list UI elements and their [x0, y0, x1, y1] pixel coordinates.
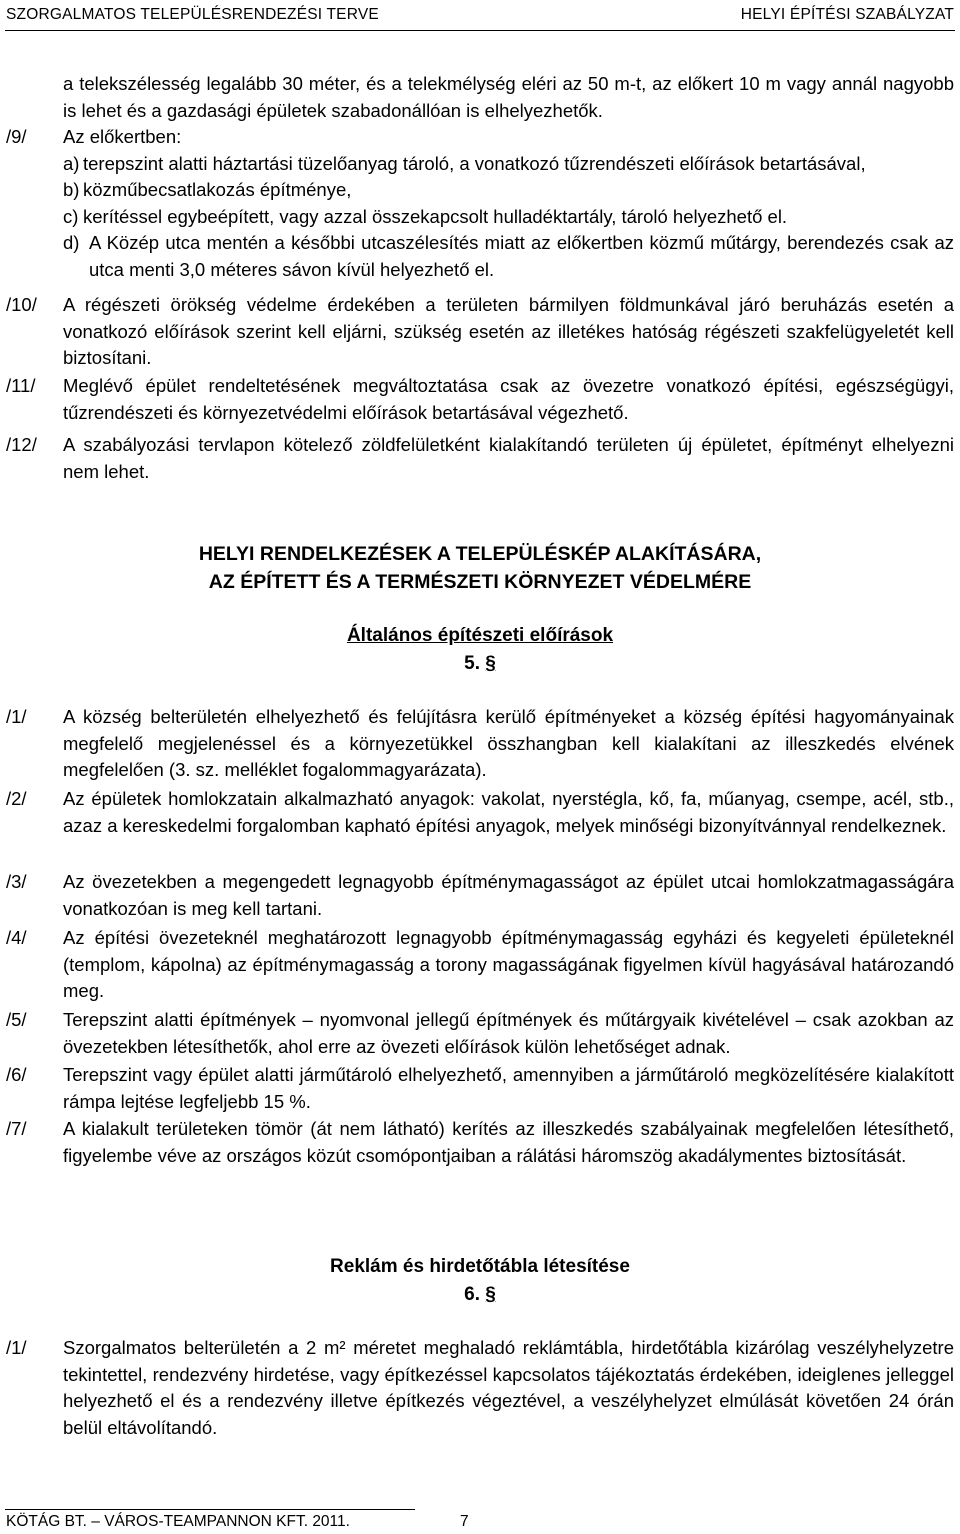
list-item — [63, 230, 954, 283]
section-symbol: § — [485, 653, 496, 674]
paragraph-text: Szorgalmatos belterületén a 2 m² méretet meghaladó reklámtábla, hirdetőtábla kizárólag veszélyhelyzetre tekintettel, rendezvény hirdetése, vagy építkezéssel kapcsolatos tájékoztatás érdekében, ideiglenes jelleggel helyezhető el és a rendezvény illetve építkezés végeztével, a veszélyhelyzet elmúlását követően 24 órán belül eltávolítandó. — [63, 1337, 954, 1438]
paragraph-text: A község belterületén elhelyezhető és felújításra kerülő építményeket a község építési hagyományainak megfelelő megjelenéssel és a környezetükkel összhangban kell kialakítani az illeszkedés elvének megfelelően (3. sz. melléklet fogalommagyarázata). — [63, 706, 954, 780]
section-5-paragraph-7 — [6, 1116, 954, 1169]
main-heading-line: HELYI RENDELKEZÉSEK A TELEPÜLÉSKÉP ALAKÍTÁSÁRA, — [198, 543, 762, 565]
paragraph-text: A szabályozási tervlapon kötelező zöldfelületként kialakítandó területen új épületet, építményt elhelyezni nem lehet. — [63, 434, 954, 482]
paragraph-text: Meglévő épület rendeltetésének megváltoztatása csak az övezetre vonatkozó építési, egészségügyi, tűzrendészeti és környezetvédelmi előírások betartásával végezhető. — [63, 375, 954, 423]
section-number-value: 5. — [464, 653, 480, 674]
section-5-paragraph-4 — [6, 925, 954, 1005]
intro-paragraph — [6, 71, 954, 124]
header-title-left: SZORGALMATOS TELEPÜLÉSRENDEZÉSI TERVE — [6, 6, 379, 23]
paragraph-text: Az épületek homlokzatain alkalmazható anyagok: vakolat, nyerstégla, kő, fa, műanyag, csempe, acél, stb., azaz a kereskedelmi forgalomban kapható építési anyagok, melyek minőségi bizonyítvánnyal rendelkeznek. — [63, 788, 954, 836]
paragraph-text: Az építési övezeteknél meghatározott legnagyobb építménymagasság egyházi és kegyeleti épületeknél (templom, kápolna) az építménymagasság a torony magasságának figyelmen kívül hagyásával határozandó meg. — [63, 927, 954, 1001]
list-marker: d) — [63, 232, 80, 253]
header-title-right: HELYI ÉPÍTÉSI SZABÁLYZAT — [740, 6, 954, 23]
list-marker: c) — [63, 205, 79, 227]
paragraph-text: A régészeti örökség védelme érdekében a területen bármilyen földmunkával járó beruházás esetén a vonatkozó előírások szerint kell eljárni, szükség esetén az illetékes hatóság régészeti szakfelügyeletét kell biztosítani. — [63, 294, 954, 368]
paragraph-10 — [6, 292, 954, 372]
paragraph-number: /1/ — [6, 1337, 27, 1358]
paragraph-12 — [6, 432, 954, 485]
paragraph-number: /9/ — [6, 126, 27, 147]
footer-divider — [5, 1509, 415, 1510]
paragraph-text: A kialakult területeken tömör (át nem látható) kerítés az illeszkedés szabályainak megfelelően létesíthető, figyelembe véve az országos közút csomópontjaiban a rálátási háromszög akadálymentes biztosítását. — [63, 1118, 954, 1166]
intro-text: a telekszélesség legalább 30 méter, és a telekmélység eléri az 50 m-t, az előkert 10 m vagy annál nagyobb is lehet és a gazdasági épületek szabadonállóan is elhelyezhetők. — [63, 73, 954, 121]
page-footer — [6, 1513, 469, 1531]
paragraph-number: /6/ — [6, 1064, 27, 1085]
list-item — [63, 177, 954, 204]
section-6-paragraph-1 — [6, 1335, 954, 1441]
section-number-value: 6. — [464, 1284, 480, 1305]
paragraph-9 — [6, 124, 954, 283]
list-marker: a) — [63, 152, 80, 174]
paragraph-text: Az övezetekben a megengedett legnagyobb építménymagasságot az épület utcai homlokzatmagasságára vonatkozóan is meg kell tartani. — [63, 871, 954, 919]
list-item — [63, 151, 954, 178]
paragraph-number: /4/ — [6, 927, 27, 948]
section-5-paragraph-1 — [6, 704, 954, 784]
section-6-heading — [0, 1253, 960, 1309]
section-5-paragraph-3 — [6, 869, 954, 922]
section-5-paragraph-6 — [6, 1062, 954, 1115]
page-number: 7 — [459, 1513, 469, 1530]
section-5-paragraph-2 — [6, 786, 954, 839]
section-5-heading — [0, 622, 960, 678]
paragraph-number: /11/ — [6, 375, 36, 396]
paragraph-text: Terepszint vagy épület alatti járműtároló elhelyezhető, amennyiben a járműtároló megközelítésére kialakított rámpa lejtése legfeljebb 15 %. — [63, 1064, 954, 1112]
list-item-text: terepszint alatti háztartási tüzelőanyag tároló, a vonatkozó tűzrendészeti előírások betartásával, — [83, 152, 866, 174]
section-title: Reklám és hirdetőtábla létesítése — [330, 1256, 630, 1277]
paragraph-number: /5/ — [6, 1009, 27, 1030]
footer-company: KÖTÁG BT. – VÁROS-TEAMPANNON KFT. 2011. — [6, 1513, 350, 1530]
list-item — [63, 204, 954, 231]
main-heading-line: AZ ÉPÍTETT ÉS A TERMÉSZETI KÖRNYEZET VÉDELMÉRE — [208, 571, 752, 593]
paragraph-number: /2/ — [6, 788, 27, 809]
paragraph-number: /1/ — [6, 706, 27, 727]
header-divider — [5, 30, 955, 31]
paragraph-number: /10/ — [6, 294, 37, 315]
paragraph-lead: Az előkertben: — [63, 126, 182, 147]
section-title: Általános építészeti előírások — [346, 625, 614, 646]
section-number — [0, 650, 960, 678]
list-marker: b) — [63, 179, 80, 200]
paragraph-text: Terepszint alatti építmények – nyomvonal jellegű építmények és műtárgyaik kivételével – csak azokban az övezetekben létesíthetők, ahol erre az övezeti előírások külön lehetőséget adnak. — [63, 1009, 954, 1057]
list-item-text: közműbecsatlakozás építménye, — [83, 179, 352, 200]
section-symbol: § — [485, 1284, 496, 1305]
paragraph-11 — [6, 373, 954, 426]
paragraph-number: /3/ — [6, 871, 27, 892]
paragraph-number: /12/ — [6, 434, 37, 455]
paragraph-number: /7/ — [6, 1118, 27, 1139]
main-heading — [0, 540, 960, 596]
section-number — [0, 1281, 960, 1309]
page-header — [6, 6, 954, 30]
section-5-paragraph-5 — [6, 1007, 954, 1060]
list-item-text: kerítéssel egybeépített, vagy azzal összekapcsolt hulladéktartály, tároló helyezhető el. — [83, 205, 788, 227]
list-item-text: A Közép utca mentén a későbbi utcaszélesítés miatt az előkertben közmű műtárgy, berendezés csak az utca menti 3,0 méteres sávon kívül helyezhető el. — [89, 232, 954, 280]
